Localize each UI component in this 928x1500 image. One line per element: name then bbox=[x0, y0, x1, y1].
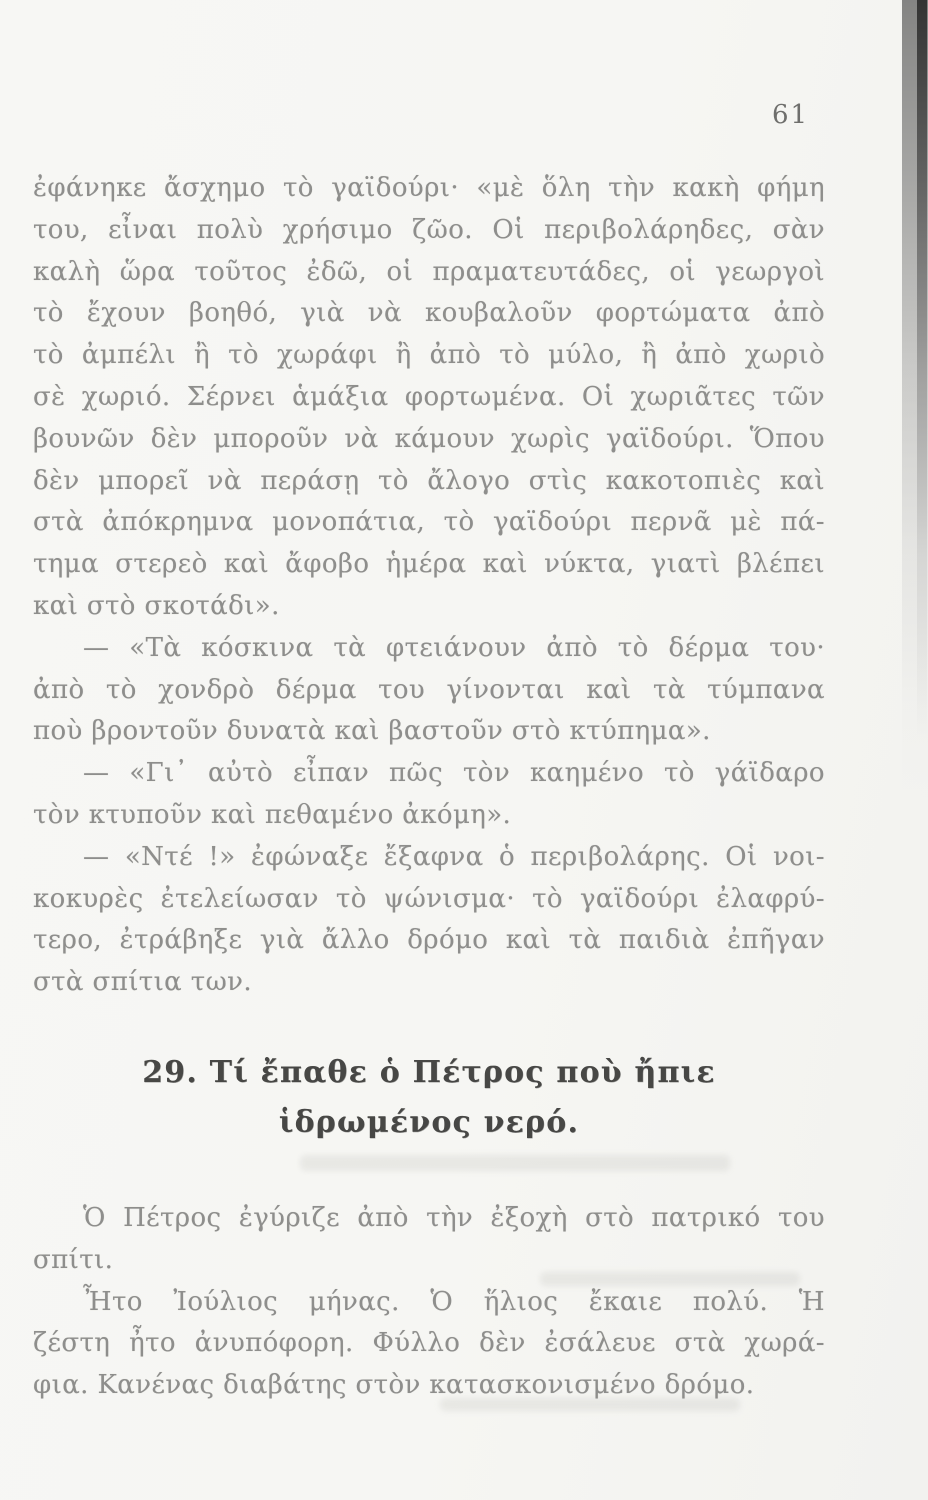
bleed-through-artifact bbox=[440, 1398, 740, 1411]
scan-edge-shadow-core bbox=[917, 0, 927, 740]
text-line: ἀπὸ τὸ χονδρὸ δέρμα του γίνονται καὶ τὰ τύμπανα bbox=[33, 674, 825, 705]
text-line: τὸ ἀμπέλι ἢ τὸ χωράφι ἢ ἀπὸ τὸ μύλο, ἢ ἀπὸ χωριὸ bbox=[33, 340, 825, 371]
text-line: του, εἶναι πολὺ χρήσιμο ζῶο. Οἱ περιβολάρηδες, σὰν bbox=[33, 214, 825, 245]
section-heading-line-2: ἱδρωμένος νερό. bbox=[278, 1105, 580, 1140]
section-heading-line-1: 29. Τί ἔπαθε ὁ Πέτρος ποὺ ἤπιε bbox=[142, 1055, 716, 1090]
page-number: 61 bbox=[772, 100, 810, 130]
section-heading bbox=[33, 1048, 825, 1148]
dialogue-line: — «Γι᾽ αὐτὸ εἶπαν πῶς τὸν καημένο τὸ γάϊδαρο bbox=[83, 758, 825, 789]
story-text-block bbox=[33, 1198, 825, 1407]
text-line: ζέστη ἦτο ἀνυπόφορη. Φύλλο δὲν ἐσάλευε στὰ χωρά- bbox=[33, 1328, 825, 1359]
text-line: φια. Κανένας διαβάτης στὸν κατασκονισμένο δρόμο. bbox=[33, 1370, 755, 1401]
bleed-through-artifact bbox=[300, 1155, 730, 1171]
text-line: βουνῶν δὲν μποροῦν νὰ κάμουν χωρὶς γαϊδούρι. Ὅπου bbox=[33, 423, 825, 454]
text-line: στὰ ἀπόκρημνα μονοπάτια, τὸ γαϊδούρι περνᾶ μὲ πά- bbox=[33, 507, 825, 538]
dialogue-line: — «Τὰ κόσκινα τὰ φτειάνουν ἀπὸ τὸ δέρμα του· bbox=[83, 632, 825, 663]
text-line: καὶ στὸ σκοτάδι». bbox=[33, 590, 280, 621]
text-line: κοκυρὲς ἐτελείωσαν τὸ ψώνισμα· τὸ γαϊδούρι ἐλαφρύ- bbox=[33, 883, 825, 914]
main-text-block bbox=[33, 168, 825, 1004]
text-line: τημα στερεὸ καὶ ἄφοβο ἡμέρα καὶ νύκτα, γιατὶ βλέπει bbox=[33, 549, 825, 580]
text-line: τὸ ἔχουν βοηθό, γιὰ νὰ κουβαλοῦν φορτώματα ἀπὸ bbox=[33, 298, 825, 329]
text-line: σὲ χωριό. Σέρνει ἁμάξια φορτωμένα. Οἱ χωριᾶτες τῶν bbox=[33, 381, 825, 412]
dialogue-line: — «Ντέ !» ἐφώναξε ἔξαφνα ὁ περιβολάρης. Οἱ νοι- bbox=[83, 841, 825, 872]
text-line: δὲν μπορεῖ νὰ περάσῃ τὸ ἄλογο στὶς κακοτοπιὲς καὶ bbox=[33, 465, 825, 496]
bleed-through-artifact bbox=[540, 1272, 800, 1286]
text-line: σπίτι. bbox=[33, 1244, 114, 1275]
text-line: Ὁ Πέτρος ἐγύριζε ἀπὸ τὴν ἐξοχὴ στὸ πατρικό του bbox=[83, 1203, 825, 1233]
text-line: ποὺ βροντοῦν δυνατὰ καὶ βαστοῦν στὸ κτύπημα». bbox=[33, 716, 711, 747]
text-line: Ἦτο Ἰούλιος μήνας. Ὁ ἥλιος ἔκαιε πολύ. Ἡ bbox=[83, 1286, 825, 1317]
text-line: τὸν κτυποῦν καὶ πεθαμένο ἀκόμη». bbox=[33, 799, 512, 830]
text-line: ἐφάνηκε ἄσχημο τὸ γαϊδούρι· «μὲ ὅλη τὴν κακὴ φήμη bbox=[33, 173, 825, 203]
text-line: στὰ σπίτια των. bbox=[33, 967, 253, 998]
text-line: καλὴ ὥρα τοῦτος ἐδῶ, οἱ πραματευτάδες, οἱ γεωργοὶ bbox=[33, 256, 825, 287]
text-line: τερο, ἐτράβηξε γιὰ ἄλλο δρόμο καὶ τὰ παιδιὰ ἐπῆγαν bbox=[33, 925, 825, 956]
